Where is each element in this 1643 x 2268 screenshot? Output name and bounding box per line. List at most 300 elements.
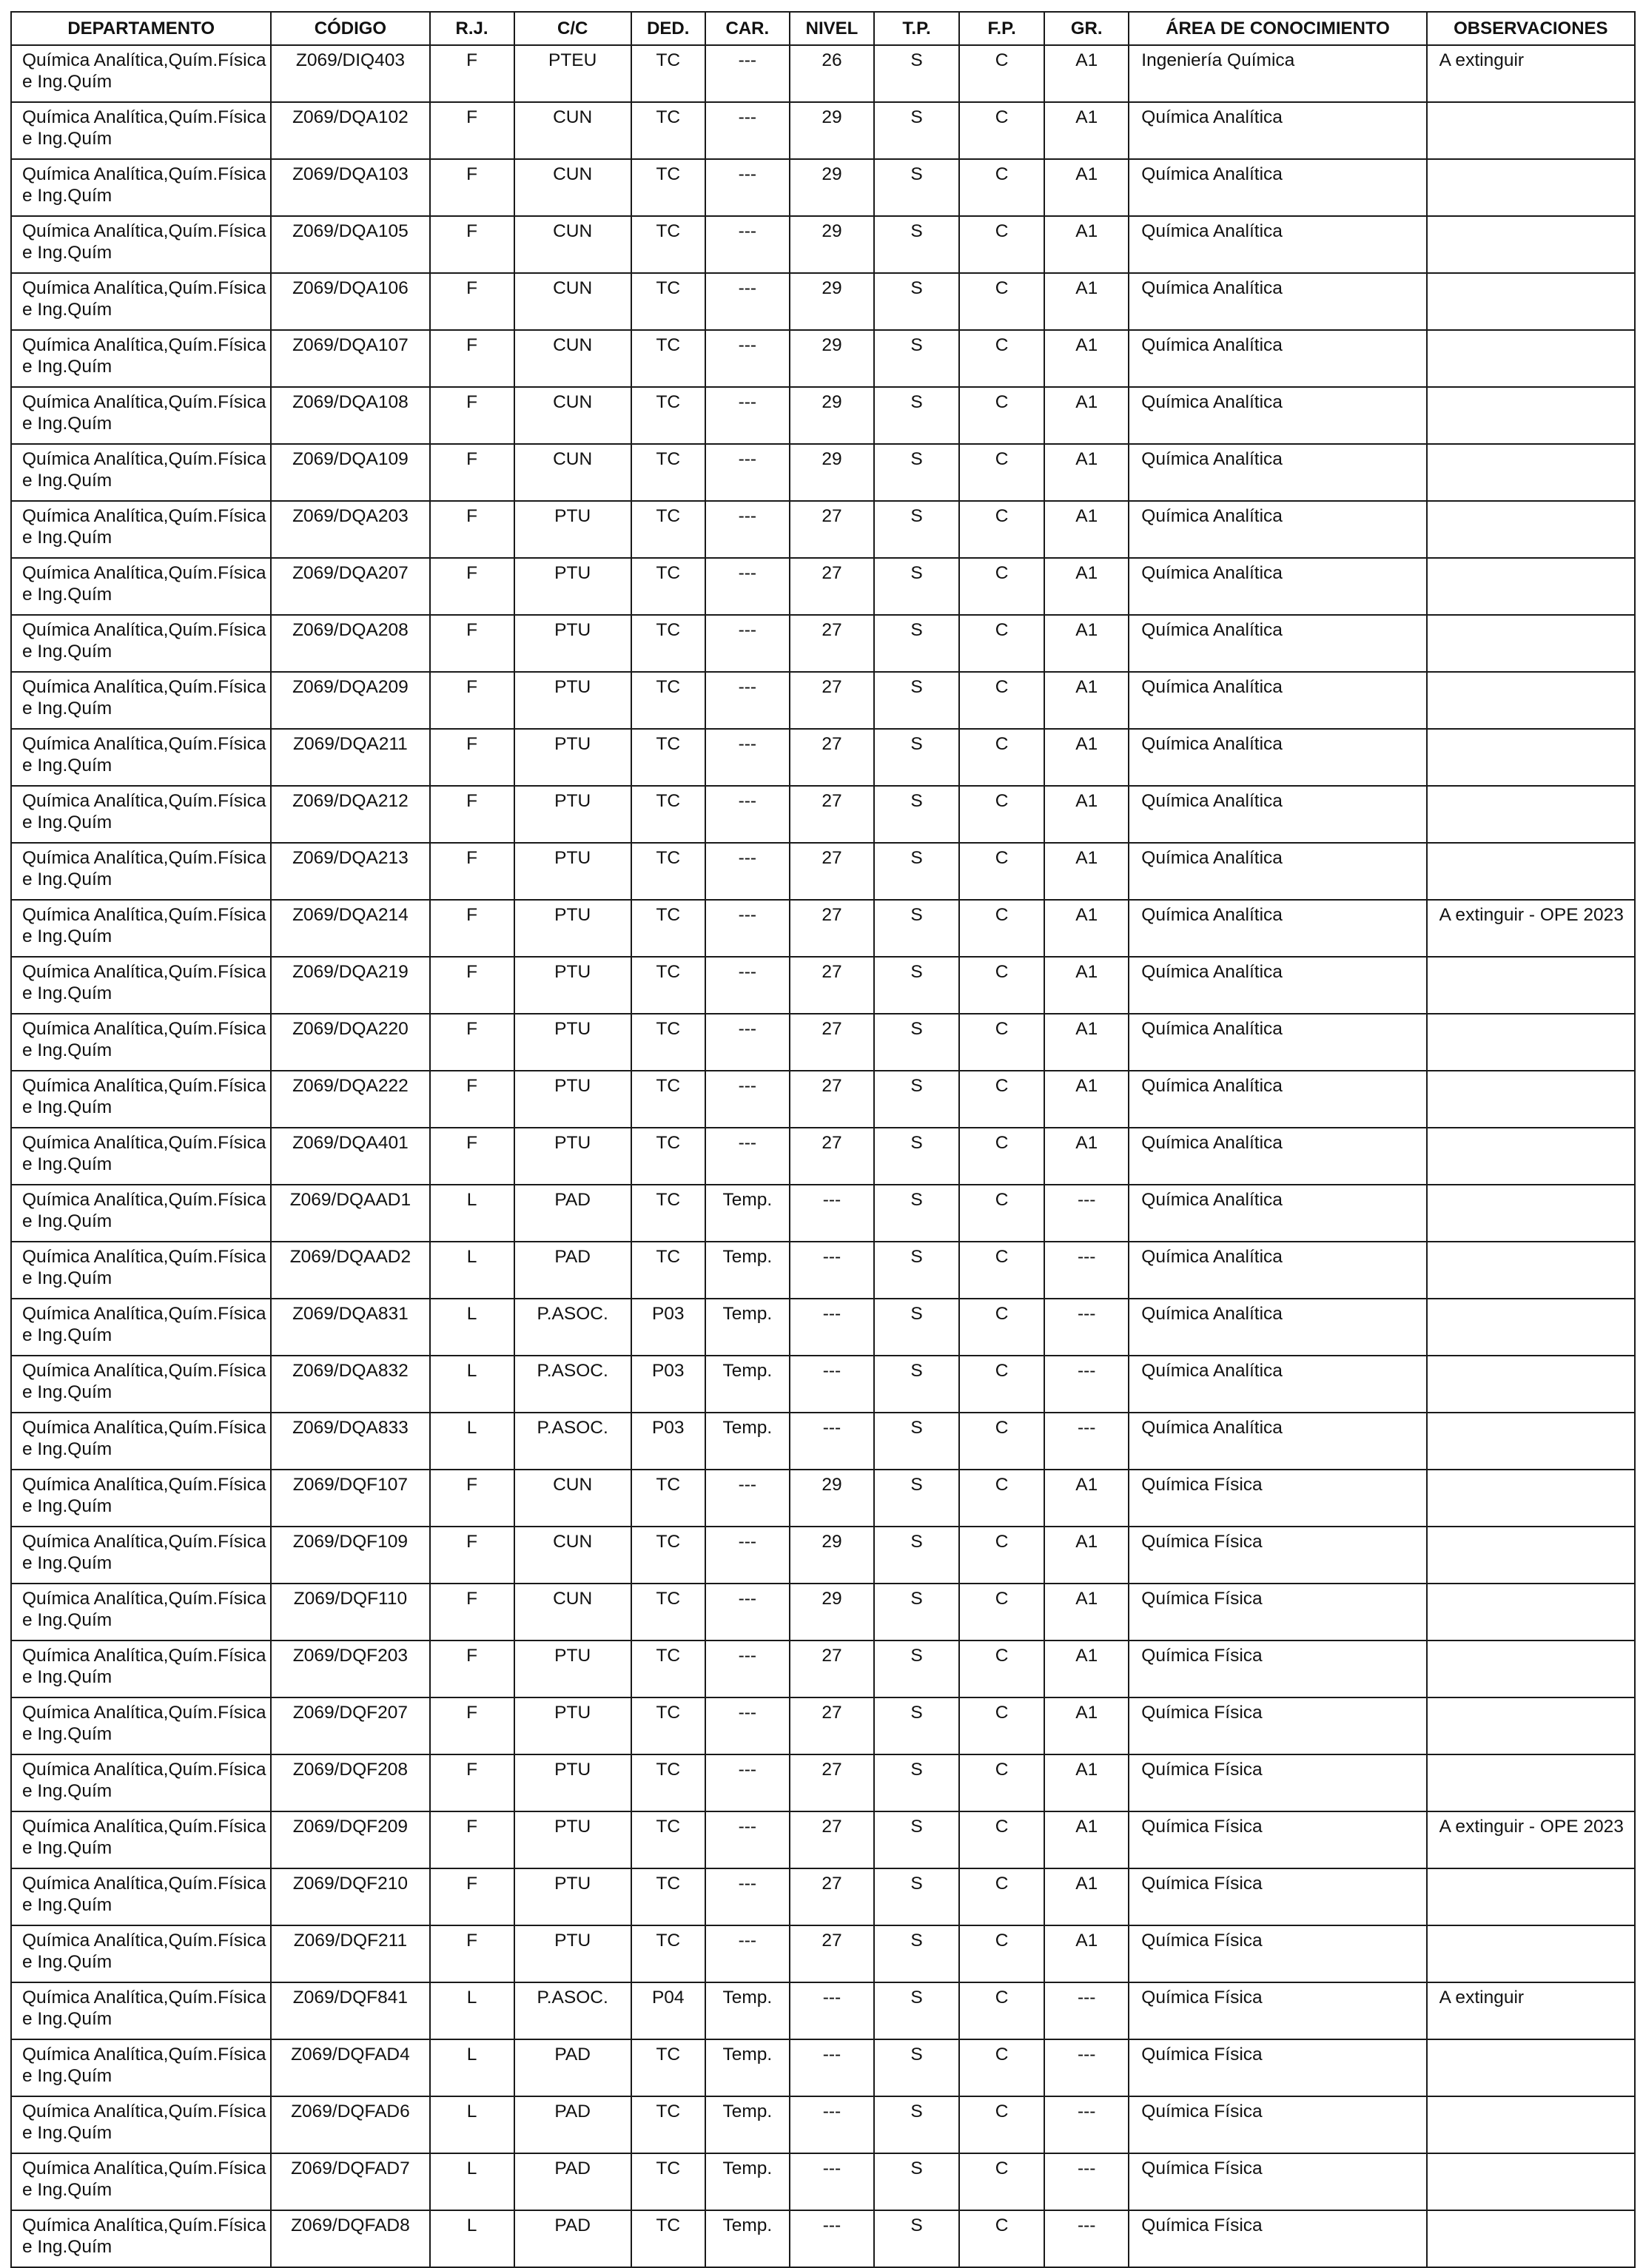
cell-gr: A1 xyxy=(1044,444,1129,501)
cell-car: Temp. xyxy=(705,2096,790,2153)
cell-area: Química Física xyxy=(1129,1697,1426,1754)
cell-car: --- xyxy=(705,1754,790,1811)
cell-area: Química Analítica xyxy=(1129,843,1426,900)
cell-nivel: 29 xyxy=(790,273,874,330)
table-row xyxy=(11,1356,1635,1413)
cell-gr: --- xyxy=(1044,1242,1129,1299)
cell-codigo: Z069/DQF210 xyxy=(271,1868,429,1925)
cell-car: --- xyxy=(705,1584,790,1641)
cell-gr: --- xyxy=(1044,1185,1129,1242)
cell-ded: TC xyxy=(631,102,705,159)
table-row xyxy=(11,501,1635,558)
cell-departamento: Química Analítica,Quím.Física e Ing.Quím xyxy=(11,1811,271,1868)
cell-fp: C xyxy=(959,273,1044,330)
cell-tp: S xyxy=(874,672,959,729)
cell-car: --- xyxy=(705,957,790,1014)
cell-nivel: 27 xyxy=(790,1811,874,1868)
cell-cc: PAD xyxy=(514,1185,631,1242)
cell-gr: A1 xyxy=(1044,729,1129,786)
cell-codigo: Z069/DQF110 xyxy=(271,1584,429,1641)
cell-departamento: Química Analítica,Quím.Física e Ing.Quím xyxy=(11,1185,271,1242)
cell-cc: PTU xyxy=(514,729,631,786)
cell-codigo: Z069/DQA105 xyxy=(271,216,429,273)
cell-car: --- xyxy=(705,1014,790,1071)
cell-nivel: 27 xyxy=(790,558,874,615)
cell-departamento: Química Analítica,Quím.Física e Ing.Quím xyxy=(11,1868,271,1925)
cell-tp: S xyxy=(874,1982,959,2039)
cell-codigo: Z069/DQF109 xyxy=(271,1527,429,1584)
cell-rj: F xyxy=(430,672,514,729)
cell-fp: C xyxy=(959,1242,1044,1299)
table-row xyxy=(11,1754,1635,1811)
cell-rj: L xyxy=(430,1299,514,1356)
cell-nivel: --- xyxy=(790,1242,874,1299)
cell-fp: C xyxy=(959,1584,1044,1641)
cell-departamento: Química Analítica,Quím.Física e Ing.Quím xyxy=(11,1925,271,1982)
table-row xyxy=(11,1185,1635,1242)
table-row xyxy=(11,444,1635,501)
cell-car: --- xyxy=(705,672,790,729)
cell-fp: C xyxy=(959,1811,1044,1868)
cell-gr: A1 xyxy=(1044,273,1129,330)
cell-tp: S xyxy=(874,900,959,957)
cell-area: Química Analítica xyxy=(1129,1128,1426,1185)
cell-area: Química Analítica xyxy=(1129,615,1426,672)
table-row xyxy=(11,45,1635,102)
cell-area: Química Física xyxy=(1129,2096,1426,2153)
cell-cc: PAD xyxy=(514,1242,631,1299)
cell-departamento: Química Analítica,Quím.Física e Ing.Quím xyxy=(11,1242,271,1299)
cell-fp: C xyxy=(959,1925,1044,1982)
header-rj: R.J. xyxy=(430,12,514,45)
table-row xyxy=(11,1925,1635,1982)
cell-area: Química Analítica xyxy=(1129,1299,1426,1356)
cell-codigo: Z069/DQA401 xyxy=(271,1128,429,1185)
cell-departamento: Química Analítica,Quím.Física e Ing.Quím xyxy=(11,615,271,672)
cell-area: Química Física xyxy=(1129,2153,1426,2210)
cell-nivel: --- xyxy=(790,1356,874,1413)
cell-observaciones xyxy=(1427,957,1635,1014)
cell-codigo: Z069/DQA212 xyxy=(271,786,429,843)
cell-car: --- xyxy=(705,102,790,159)
cell-cc: P.ASOC. xyxy=(514,1413,631,1470)
cell-rj: F xyxy=(430,1697,514,1754)
table-row xyxy=(11,330,1635,387)
cell-rj: F xyxy=(430,501,514,558)
cell-gr: --- xyxy=(1044,2153,1129,2210)
cell-area: Química Física xyxy=(1129,1470,1426,1527)
cell-observaciones xyxy=(1427,1242,1635,1299)
table-row xyxy=(11,2039,1635,2096)
cell-fp: C xyxy=(959,786,1044,843)
table-row xyxy=(11,615,1635,672)
cell-nivel: 29 xyxy=(790,1470,874,1527)
cell-ded: TC xyxy=(631,1868,705,1925)
cell-area: Química Física xyxy=(1129,1982,1426,2039)
cell-codigo: Z069/DQAAD2 xyxy=(271,1242,429,1299)
cell-codigo: Z069/DQA208 xyxy=(271,615,429,672)
cell-codigo: Z069/DQFAD8 xyxy=(271,2210,429,2267)
cell-observaciones xyxy=(1427,159,1635,216)
cell-area: Química Analítica xyxy=(1129,786,1426,843)
cell-observaciones: A extinguir - OPE 2023 xyxy=(1427,1811,1635,1868)
cell-observaciones xyxy=(1427,1697,1635,1754)
cell-area: Química Física xyxy=(1129,1641,1426,1697)
cell-observaciones xyxy=(1427,387,1635,444)
cell-fp: C xyxy=(959,2039,1044,2096)
cell-cc: PAD xyxy=(514,2153,631,2210)
cell-gr: A1 xyxy=(1044,1527,1129,1584)
header-departamento: DEPARTAMENTO xyxy=(11,12,271,45)
header-area: ÁREA DE CONOCIMIENTO xyxy=(1129,12,1426,45)
cell-codigo: Z069/DQF209 xyxy=(271,1811,429,1868)
cell-codigo: Z069/DQFAD6 xyxy=(271,2096,429,2153)
cell-cc: CUN xyxy=(514,330,631,387)
cell-gr: A1 xyxy=(1044,330,1129,387)
cell-observaciones xyxy=(1427,1413,1635,1470)
cell-ded: TC xyxy=(631,2153,705,2210)
cell-rj: F xyxy=(430,957,514,1014)
cell-nivel: 27 xyxy=(790,1925,874,1982)
cell-area: Química Analítica xyxy=(1129,558,1426,615)
cell-rj: F xyxy=(430,615,514,672)
cell-gr: A1 xyxy=(1044,1925,1129,1982)
staff-positions-table-container xyxy=(10,11,1636,2268)
cell-area: Química Analítica xyxy=(1129,1071,1426,1128)
cell-car: Temp. xyxy=(705,1356,790,1413)
cell-nivel: 27 xyxy=(790,1071,874,1128)
cell-car: --- xyxy=(705,1697,790,1754)
cell-departamento: Química Analítica,Quím.Física e Ing.Quím xyxy=(11,273,271,330)
cell-codigo: Z069/DIQ403 xyxy=(271,45,429,102)
cell-departamento: Química Analítica,Quím.Física e Ing.Quím xyxy=(11,1356,271,1413)
cell-ded: TC xyxy=(631,672,705,729)
cell-car: Temp. xyxy=(705,2153,790,2210)
cell-cc: PTU xyxy=(514,900,631,957)
cell-departamento: Química Analítica,Quím.Física e Ing.Quím xyxy=(11,330,271,387)
cell-rj: L xyxy=(430,1185,514,1242)
table-row xyxy=(11,1641,1635,1697)
cell-observaciones: A extinguir xyxy=(1427,45,1635,102)
cell-ded: TC xyxy=(631,729,705,786)
cell-codigo: Z069/DQA109 xyxy=(271,444,429,501)
table-row xyxy=(11,672,1635,729)
cell-rj: F xyxy=(430,1014,514,1071)
cell-car: --- xyxy=(705,615,790,672)
cell-fp: C xyxy=(959,729,1044,786)
cell-car: --- xyxy=(705,1128,790,1185)
table-row xyxy=(11,843,1635,900)
cell-fp: C xyxy=(959,558,1044,615)
cell-codigo: Z069/DQF208 xyxy=(271,1754,429,1811)
cell-cc: PTU xyxy=(514,1697,631,1754)
cell-nivel: --- xyxy=(790,1299,874,1356)
table-body xyxy=(11,45,1635,2267)
cell-fp: C xyxy=(959,1413,1044,1470)
cell-nivel: --- xyxy=(790,1413,874,1470)
cell-codigo: Z069/DQA103 xyxy=(271,159,429,216)
cell-nivel: 27 xyxy=(790,1754,874,1811)
cell-area: Química Analítica xyxy=(1129,1356,1426,1413)
cell-nivel: 27 xyxy=(790,1868,874,1925)
table-row xyxy=(11,1128,1635,1185)
cell-ded: TC xyxy=(631,1811,705,1868)
cell-rj: F xyxy=(430,216,514,273)
cell-tp: S xyxy=(874,957,959,1014)
cell-rj: F xyxy=(430,1811,514,1868)
cell-cc: PTU xyxy=(514,1641,631,1697)
table-row xyxy=(11,1299,1635,1356)
cell-ded: TC xyxy=(631,1014,705,1071)
cell-departamento: Química Analítica,Quím.Física e Ing.Quím xyxy=(11,729,271,786)
cell-rj: L xyxy=(430,1982,514,2039)
cell-rj: F xyxy=(430,1868,514,1925)
cell-gr: A1 xyxy=(1044,387,1129,444)
cell-departamento: Química Analítica,Quím.Física e Ing.Quím xyxy=(11,1641,271,1697)
cell-nivel: --- xyxy=(790,2039,874,2096)
cell-observaciones xyxy=(1427,1356,1635,1413)
cell-cc: PTU xyxy=(514,1128,631,1185)
cell-cc: PTU xyxy=(514,1754,631,1811)
cell-cc: PTU xyxy=(514,1014,631,1071)
cell-fp: C xyxy=(959,216,1044,273)
cell-nivel: 29 xyxy=(790,330,874,387)
cell-nivel: 27 xyxy=(790,1641,874,1697)
cell-fp: C xyxy=(959,957,1044,1014)
cell-rj: F xyxy=(430,786,514,843)
cell-cc: PTEU xyxy=(514,45,631,102)
cell-fp: C xyxy=(959,1128,1044,1185)
table-row xyxy=(11,2153,1635,2210)
cell-car: --- xyxy=(705,1641,790,1697)
cell-cc: PAD xyxy=(514,2096,631,2153)
cell-ded: TC xyxy=(631,1527,705,1584)
cell-fp: C xyxy=(959,1299,1044,1356)
cell-cc: PTU xyxy=(514,843,631,900)
cell-cc: PTU xyxy=(514,1071,631,1128)
cell-cc: PTU xyxy=(514,558,631,615)
cell-tp: S xyxy=(874,1697,959,1754)
cell-cc: P.ASOC. xyxy=(514,1356,631,1413)
cell-rj: F xyxy=(430,729,514,786)
cell-gr: A1 xyxy=(1044,1641,1129,1697)
cell-observaciones: A extinguir - OPE 2023 xyxy=(1427,900,1635,957)
cell-fp: C xyxy=(959,2210,1044,2267)
cell-observaciones xyxy=(1427,444,1635,501)
cell-ded: TC xyxy=(631,1641,705,1697)
cell-ded: TC xyxy=(631,444,705,501)
cell-gr: A1 xyxy=(1044,1868,1129,1925)
cell-tp: S xyxy=(874,102,959,159)
cell-fp: C xyxy=(959,387,1044,444)
cell-observaciones xyxy=(1427,1299,1635,1356)
cell-departamento: Química Analítica,Quím.Física e Ing.Quím xyxy=(11,672,271,729)
cell-gr: A1 xyxy=(1044,558,1129,615)
cell-departamento: Química Analítica,Quím.Física e Ing.Quím xyxy=(11,1982,271,2039)
cell-nivel: 29 xyxy=(790,387,874,444)
cell-ded: P03 xyxy=(631,1413,705,1470)
cell-fp: C xyxy=(959,615,1044,672)
cell-codigo: Z069/DQA213 xyxy=(271,843,429,900)
cell-area: Química Analítica xyxy=(1129,1413,1426,1470)
cell-observaciones xyxy=(1427,843,1635,900)
cell-departamento: Química Analítica,Quím.Física e Ing.Quím xyxy=(11,2096,271,2153)
cell-cc: PTU xyxy=(514,501,631,558)
cell-tp: S xyxy=(874,786,959,843)
cell-tp: S xyxy=(874,387,959,444)
cell-rj: F xyxy=(430,1470,514,1527)
cell-gr: A1 xyxy=(1044,1128,1129,1185)
cell-car: Temp. xyxy=(705,1299,790,1356)
cell-rj: L xyxy=(430,2210,514,2267)
cell-tp: S xyxy=(874,1299,959,1356)
cell-departamento: Química Analítica,Quím.Física e Ing.Quím xyxy=(11,1527,271,1584)
cell-car: --- xyxy=(705,558,790,615)
cell-rj: L xyxy=(430,2039,514,2096)
cell-ded: TC xyxy=(631,1128,705,1185)
cell-ded: TC xyxy=(631,216,705,273)
cell-cc: PAD xyxy=(514,2039,631,2096)
cell-area: Química Analítica xyxy=(1129,330,1426,387)
cell-fp: C xyxy=(959,1697,1044,1754)
cell-gr: A1 xyxy=(1044,1014,1129,1071)
cell-cc: CUN xyxy=(514,216,631,273)
cell-cc: PTU xyxy=(514,957,631,1014)
cell-gr: A1 xyxy=(1044,900,1129,957)
table-row xyxy=(11,216,1635,273)
cell-tp: S xyxy=(874,2096,959,2153)
table-row xyxy=(11,1071,1635,1128)
cell-ded: TC xyxy=(631,786,705,843)
table-row xyxy=(11,786,1635,843)
cell-ded: TC xyxy=(631,1925,705,1982)
table-row xyxy=(11,900,1635,957)
cell-ded: TC xyxy=(631,2039,705,2096)
cell-tp: S xyxy=(874,1242,959,1299)
cell-rj: F xyxy=(430,45,514,102)
cell-ded: TC xyxy=(631,843,705,900)
cell-rj: F xyxy=(430,159,514,216)
cell-ded: TC xyxy=(631,957,705,1014)
header-car: CAR. xyxy=(705,12,790,45)
cell-tp: S xyxy=(874,2210,959,2267)
cell-fp: C xyxy=(959,1470,1044,1527)
cell-fp: C xyxy=(959,159,1044,216)
cell-observaciones xyxy=(1427,558,1635,615)
cell-departamento: Química Analítica,Quím.Física e Ing.Quím xyxy=(11,1470,271,1527)
table-row xyxy=(11,1697,1635,1754)
cell-departamento: Química Analítica,Quím.Física e Ing.Quím xyxy=(11,45,271,102)
cell-area: Química Analítica xyxy=(1129,273,1426,330)
cell-fp: C xyxy=(959,2153,1044,2210)
cell-gr: A1 xyxy=(1044,957,1129,1014)
cell-fp: C xyxy=(959,444,1044,501)
cell-codigo: Z069/DQF211 xyxy=(271,1925,429,1982)
cell-car: Temp. xyxy=(705,1413,790,1470)
header-observaciones: OBSERVACIONES xyxy=(1427,12,1635,45)
cell-observaciones xyxy=(1427,330,1635,387)
cell-area: Química Analítica xyxy=(1129,102,1426,159)
cell-gr: A1 xyxy=(1044,786,1129,843)
table-row xyxy=(11,102,1635,159)
cell-tp: S xyxy=(874,729,959,786)
cell-rj: F xyxy=(430,273,514,330)
cell-cc: CUN xyxy=(514,444,631,501)
cell-nivel: 27 xyxy=(790,843,874,900)
cell-nivel: --- xyxy=(790,1185,874,1242)
table-row xyxy=(11,159,1635,216)
cell-rj: L xyxy=(430,2096,514,2153)
cell-codigo: Z069/DQF203 xyxy=(271,1641,429,1697)
cell-cc: CUN xyxy=(514,1470,631,1527)
cell-departamento: Química Analítica,Quím.Física e Ing.Quím xyxy=(11,1754,271,1811)
cell-codigo: Z069/DQF207 xyxy=(271,1697,429,1754)
cell-observaciones xyxy=(1427,1014,1635,1071)
cell-departamento: Química Analítica,Quím.Física e Ing.Quím xyxy=(11,957,271,1014)
cell-tp: S xyxy=(874,1014,959,1071)
cell-car: --- xyxy=(705,387,790,444)
cell-nivel: 29 xyxy=(790,159,874,216)
cell-ded: TC xyxy=(631,2096,705,2153)
cell-observaciones xyxy=(1427,1527,1635,1584)
cell-ded: TC xyxy=(631,1185,705,1242)
cell-car: --- xyxy=(705,1527,790,1584)
cell-codigo: Z069/DQA203 xyxy=(271,501,429,558)
cell-tp: S xyxy=(874,615,959,672)
cell-area: Química Analítica xyxy=(1129,900,1426,957)
cell-tp: S xyxy=(874,216,959,273)
cell-departamento: Química Analítica,Quím.Física e Ing.Quím xyxy=(11,843,271,900)
cell-departamento: Química Analítica,Quím.Física e Ing.Quím xyxy=(11,1071,271,1128)
cell-ded: TC xyxy=(631,2210,705,2267)
cell-gr: --- xyxy=(1044,2210,1129,2267)
cell-car: --- xyxy=(705,1470,790,1527)
cell-departamento: Química Analítica,Quím.Física e Ing.Quím xyxy=(11,2153,271,2210)
cell-cc: CUN xyxy=(514,1584,631,1641)
cell-gr: A1 xyxy=(1044,501,1129,558)
cell-area: Química Analítica xyxy=(1129,216,1426,273)
cell-observaciones xyxy=(1427,1071,1635,1128)
cell-nivel: --- xyxy=(790,2153,874,2210)
cell-fp: C xyxy=(959,2096,1044,2153)
cell-gr: A1 xyxy=(1044,1811,1129,1868)
cell-nivel: --- xyxy=(790,2210,874,2267)
cell-departamento: Química Analítica,Quím.Física e Ing.Quím xyxy=(11,558,271,615)
cell-car: --- xyxy=(705,330,790,387)
cell-observaciones xyxy=(1427,1185,1635,1242)
cell-fp: C xyxy=(959,1982,1044,2039)
cell-area: Química Analítica xyxy=(1129,501,1426,558)
cell-ded: TC xyxy=(631,387,705,444)
cell-departamento: Química Analítica,Quím.Física e Ing.Quím xyxy=(11,1584,271,1641)
cell-nivel: 27 xyxy=(790,1014,874,1071)
cell-rj: F xyxy=(430,387,514,444)
cell-nivel: 27 xyxy=(790,729,874,786)
cell-ded: TC xyxy=(631,1470,705,1527)
table-row xyxy=(11,957,1635,1014)
cell-ded: P03 xyxy=(631,1356,705,1413)
cell-gr: A1 xyxy=(1044,672,1129,729)
cell-cc: CUN xyxy=(514,102,631,159)
cell-nivel: 27 xyxy=(790,900,874,957)
cell-gr: A1 xyxy=(1044,216,1129,273)
header-cc: C/C xyxy=(514,12,631,45)
cell-tp: S xyxy=(874,159,959,216)
cell-nivel: 29 xyxy=(790,102,874,159)
cell-departamento: Química Analítica,Quím.Física e Ing.Quím xyxy=(11,444,271,501)
cell-codigo: Z069/DQF107 xyxy=(271,1470,429,1527)
cell-ded: P03 xyxy=(631,1299,705,1356)
